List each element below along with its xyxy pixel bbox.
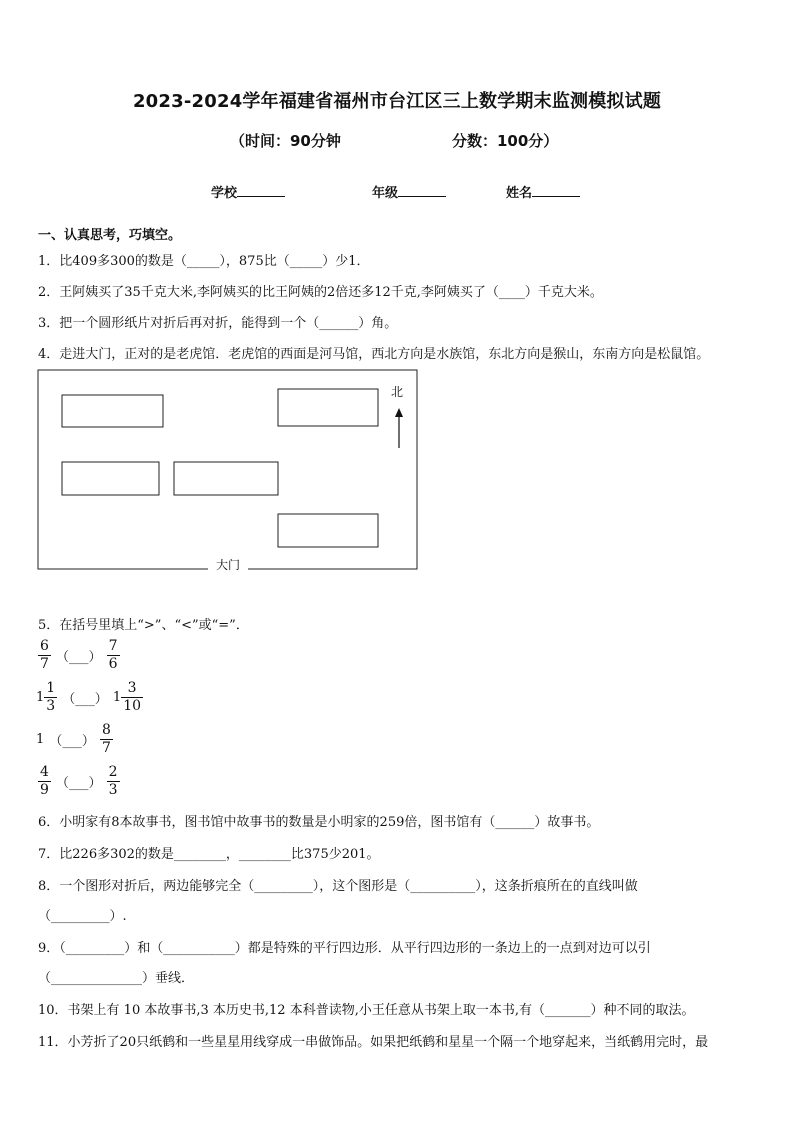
compare-row-1 — [38, 638, 120, 673]
question-11: 11．小芳折了20只纸鹤和一些星星用线穿成一串做饰品。如果把纸鹤和星星一个隔一个地穿起来，当纸鹤用完时，最 — [38, 1035, 709, 1050]
map-border — [38, 370, 417, 569]
question-4: 4．走进大门，正对的是老虎馆．老虎馆的西面是河马馆，西北方向是水族馆，东北方向是猴山，东南方向是松鼠馆。 — [38, 347, 710, 362]
fraction: $\frac{3}{10}$ — [123, 680, 142, 714]
question-1: 1．比409多300的数是（_____），875比（_____）少1． — [38, 254, 370, 269]
north-label: 北 — [390, 385, 404, 399]
compare-blank[interactable]: （___） — [62, 692, 108, 707]
section-title: 一、认真思考，巧填空。 — [38, 228, 182, 243]
hippo-box — [62, 462, 159, 495]
compare-row-3 — [36, 722, 113, 757]
monkey-hill-box — [278, 389, 378, 426]
question-9: 9．（_________）和（___________）都是特殊的平行四边形．从平行四边形的一条边上的一点到对边可以引 — [38, 941, 651, 956]
school-blank[interactable] — [237, 184, 285, 197]
question-10: 10．书架上有 10 本故事书,3 本历史书,12 本科普读物,小王任意从书架上取一本书,有（_______）种不同的取法。 — [38, 1003, 695, 1018]
question-3: 3．把一个圆形纸片对折后再对折，能得到一个（______）角。 — [38, 316, 398, 331]
exam-score: 分数：100分） — [452, 132, 559, 150]
question-6: 6．小明家有8本故事书，图书馆中故事书的数量是小明家的259倍，图书馆有（______）故事书。 — [38, 815, 600, 830]
whole-number: 1 — [36, 732, 45, 747]
school-label: 学校 — [211, 186, 238, 201]
compare-blank[interactable]: （___） — [49, 734, 95, 749]
exam-time: （时间：90分钟 — [230, 132, 341, 150]
fraction: $\frac{6}{7}$ — [40, 638, 49, 672]
fraction: $\frac{8}{7}$ — [101, 722, 111, 756]
compare-row-4 — [38, 764, 120, 799]
fraction: $\frac{7}{6}$ — [108, 638, 118, 672]
page-title: 2023-2024学年福建省福州市台江区三上数学期末监测模拟试题 — [132, 91, 662, 112]
name-blank[interactable] — [532, 184, 580, 197]
name-label: 姓名 — [506, 186, 533, 201]
question-5: 5．在括号里填上“>”、“<”或“=”． — [38, 618, 249, 633]
question-8: 8．一个图形对折后，两边能够完全（_________），这个图形是（__________），这条折痕所在的直线叫做 — [38, 879, 638, 894]
fraction: $\frac{1}{3}$ — [46, 680, 56, 714]
compare-row-2 — [36, 680, 143, 715]
name-field[interactable] — [506, 182, 580, 201]
question-7: 7．比226多302的数是________，________比375少201。 — [38, 847, 380, 862]
fraction: $\frac{4}{9}$ — [40, 764, 49, 798]
aquarium-box — [62, 395, 163, 427]
grade-field[interactable] — [372, 182, 446, 201]
school-field[interactable] — [211, 182, 285, 201]
question-8-cont: （_________）. — [38, 909, 127, 924]
compare-blank[interactable]: （___） — [56, 650, 102, 665]
squirrel-box — [278, 514, 378, 547]
question-9-cont: （______________）垂线． — [38, 971, 195, 986]
grade-blank[interactable] — [398, 184, 446, 197]
whole-number: 1 — [112, 690, 122, 705]
grade-label: 年级 — [372, 186, 399, 201]
gate-label: 大门 — [215, 558, 241, 572]
tiger-box — [174, 462, 278, 495]
compare-blank[interactable]: （___） — [56, 776, 102, 791]
north-arrow-icon — [395, 408, 403, 448]
whole-number: 1 — [36, 690, 45, 705]
fraction: $\frac{2}{3}$ — [108, 764, 118, 798]
question-2: 2．王阿姨买了35千克大米,李阿姨买的比王阿姨的2倍还多12千克,李阿姨买了（____）千克大米。 — [38, 285, 603, 300]
zoo-map — [37, 369, 419, 572]
